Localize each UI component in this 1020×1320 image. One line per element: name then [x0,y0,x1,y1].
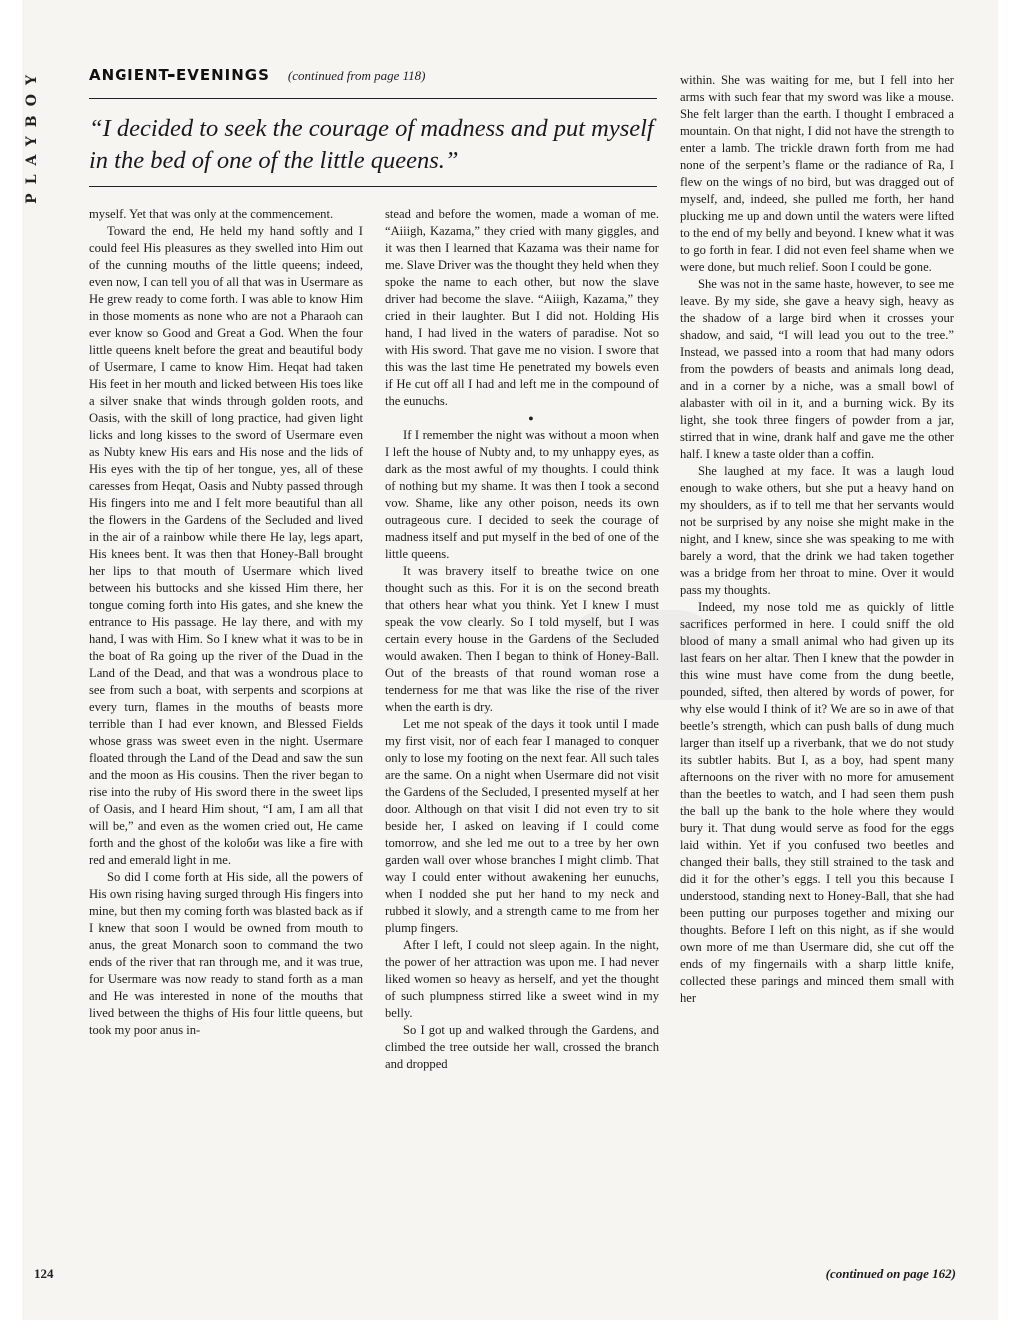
continued-on: (continued on page 162) [825,1266,956,1281]
paragraph: She was not in the same haste, however, to see me leave. By my side, she gave a heavy sigh, heavy as the shadow of a large bird when it crosses your shadow, and said, “I will lead you out to the tree.” Instead, we passed into a room that had many odors from the powders of beasts and animals long dead, and in a corner by a niche, was a small bowl of alabaster with oil in it, and a burning wick. By its light, she took three fingers of powder from a jar, stirred that in wine, drank half and gave me the other half. I knew a taste older than a coffin. [680,277,954,461]
text-column-3 [680,72,954,1007]
paragraph: Toward the end, He held my hand softly and I could feel His pleasures as they swelled into Him out of the cunning mouths of the little queens; indeed, even now, I can tell you of all that was in Usermare as He grew ready to come forth. I was able to know Him in those moments as none who are not a Pharaoh can ever know so Good and Great a God. When the four little queens knelt before the great and beautiful body of Usermare, I came to know Him. Heqat had taken His feet in her mouth and licked between His toes like a silver snake that winds through golden roots, and Oasis, with the skill of long practice, had given light licks and long kisses to the sword of Usermare even as Nubty knew His ears and His nose and the lids of His eyes with the tip of her tongue, yes, all of these caresses from Heqat, Oasis and Nubty passed through His fingers into me and I felt more beautiful than all the flowers in the Gardens of the Secluded and lived in the air of a rainbow while there He lay, legs apart, His knees bent. It was then that Honey-Ball brought her lips to that mouth of Usermare which lived between his buttocks and she kissed Him there, her tongue coming forth into His gates, and she knew the entrance to His passage. He lay there, and with my hand, I was with Him. So I knew what it was to be in the boat of Ra going up the river of the Duad in the Land of the Dead, and that was a wondrous place to see from such a boat, with serpents and scorpions at every turn, flames in the mouths of beasts more terrible than I had ever known, and Blessed Fields whose grass was sweet even in the night. Usermare floated through the Land of the Dead and saw the sun and the moon as His cousins. Then the river began to rise into the ruby of His sword there in the sweet lips of Oasis, and I heard Him shout, “I am, I am all that will be,” and even as the women cried out, He came forth and the ghost of the koloби was like a fire with red and emerald light in me. [89,224,363,867]
section-separator: ● [528,413,534,423]
bottom-rule [89,186,657,187]
paragraph: Let me not speak of the days it took until I made my first visit, nor of each fear I managed to conquer only to lose my footing on the next fear. All such tales are the same. On a night when Usermare did not visit the Gardens of the Secluded, I presented myself at her door. Although on that visit I did not even try to sit beside her, I asked on leaving if I could come tomorrow, and she led me out to a tree by her own garden wall over whose branches I might climb. That way I could enter without awakening her eunuchs, when I nodded she put her hand to my neck and rubbed it slowly, and a strength came to me from her plump fingers. [385,717,659,935]
paragraph: Indeed, my nose told me as quickly of little sacrifices performed in here. I could sniff the old blood of many a small animal who had given up its last fears on her altar. Then I knew that the powder in this wine must have come from the dung beetle, pounded, sifted, then altered by words of power, for why else would I think of it? We are so in awe of that beetle’s strength, which can push balls of dung much larger than itself up a riverbank, that we do not study its subtler habits. But I, as a boy, had spent many afternoons on the river with no more for amusement than the beetles to watch, and I had seen them push the ball up the bank to the hole where they would bury it. That dung would serve as food for the eggs laid within. Yet if you confused two beetles and changed their balls, they still strained to the task and did it for the other’s eggs. I tell you this because I understood, standing next to Honey-Ball, that she had been putting our purposes together and mixing our thoughts. Before I left on this night, as if she would own more of me than Usermare did, she cut off the ends of my fingernails with a sharp little knife, collected these parings and minced them small with her [680,600,954,1005]
continued-from: (continued from page 118) [287,68,426,83]
text-column-2 [385,206,659,1073]
paragraph: She laughed at my face. It was a laugh loud enough to wake others, but she put a heavy hand on my shoulders, as if to tell me that her servants would not be surprised by any noise she might make in the night, and I knew, since she was speaking to me with barely a word, that the drink we had taken together was a bridge from her throat to mine. Over it would pass my thoughts. [680,464,954,597]
paragraph: If I remember the night was without a moon when I left the house of Nubty and, to my unhappy eyes, as dark as the most awful of my thoughts. I could think of nothing but my shame. It was then I took a second vow. Shame, like any other poison, needs its own outrageous cure. I decided to seek the courage of madness itself and put myself in the bed of one of the little queens. [385,428,659,561]
top-rule [89,98,657,99]
paragraph: myself. Yet that was only at the commencement. [89,207,334,221]
magazine-vertical-name: PLAYBOY [24,66,40,204]
pull-quote: “I decided to seek the courage of madness and put myself in the bed of one of the little queens.” [89,115,654,174]
paragraph: After I left, I could not sleep again. In the night, the power of her attraction was upon me. I had never liked women so heavy as herself, and yet the thought of such plumpness stirred like a sweet wind in my belly. [385,938,659,1020]
article-header [89,66,425,88]
paragraph: within. She was waiting for me, but I fell into her arms with such fear that my sword was like a mouse. She felt larger than the earth. I thought I embraced a mountain. On that night, I did not have the strength to enter a lamb. The trickle drawn forth from me had none of the serpent’s flame or the radiance of Ra, I flew on the wings of no bird, but was dragged out of myself, and, indeed, she pulled me forth, her hand plucking me up and down until the waters were lifted to the end of my belly and beyond. I knew what it was to go forth in fear. I did not even feel shame when we were done, but much relief. Soon I could be gone. [680,73,954,274]
paragraph: It was bravery itself to breathe twice on one thought such as this. For it is on the second breath that others hear what you think. Yet I knew I must speak the vow clearly. So I told myself, but I was certain every house in the Gardens of the Secluded would awaken. Then I began to think of Honey-Ball. Out of the breasts of that round woman rose a tenderness for me that was like the rise of the river when the earth is dry. [385,564,659,714]
paragraph: So I got up and walked through the Gardens, and climbed the tree outside her wall, crossed the branch and dropped [385,1023,659,1071]
page-number: 124 [34,1266,54,1281]
text-column-1 [89,206,363,1039]
series-title: ANCIENT EVENINGS [89,66,270,84]
paragraph: So did I come forth at His side, all the powers of His own rising having surged through His fingers into mine, but then my coming forth was blasted back as if I knew that soon I would be owned from mouth to anus, the great Monarch soon to command the two ends of the river that ran through me, and it was true, for Usermare was now ready to stand forth as a man and He was interested in none of the mouths that lived between the thighs of His four little queens, but took my poor anus in- [89,870,363,1037]
paragraph: stead and before the women, made a woman of me. “Aiiigh, Kazama,” they cried with many giggles, and it was then I learned that Kazama was their name for me. Slave Driver was the thought they held when they spoke the name to each other, but now the slave driver had become the slave. “Aiiigh, Kazama,” they cried in their laughter. But I did not. Holding His hand, I had lived in the waters of paradise. Not so with His sword. That gave me no vision. I swore that this was the last time He penetrated my bowels even if He cut off all I had and left me in the compound of the eunuchs. [385,207,659,408]
